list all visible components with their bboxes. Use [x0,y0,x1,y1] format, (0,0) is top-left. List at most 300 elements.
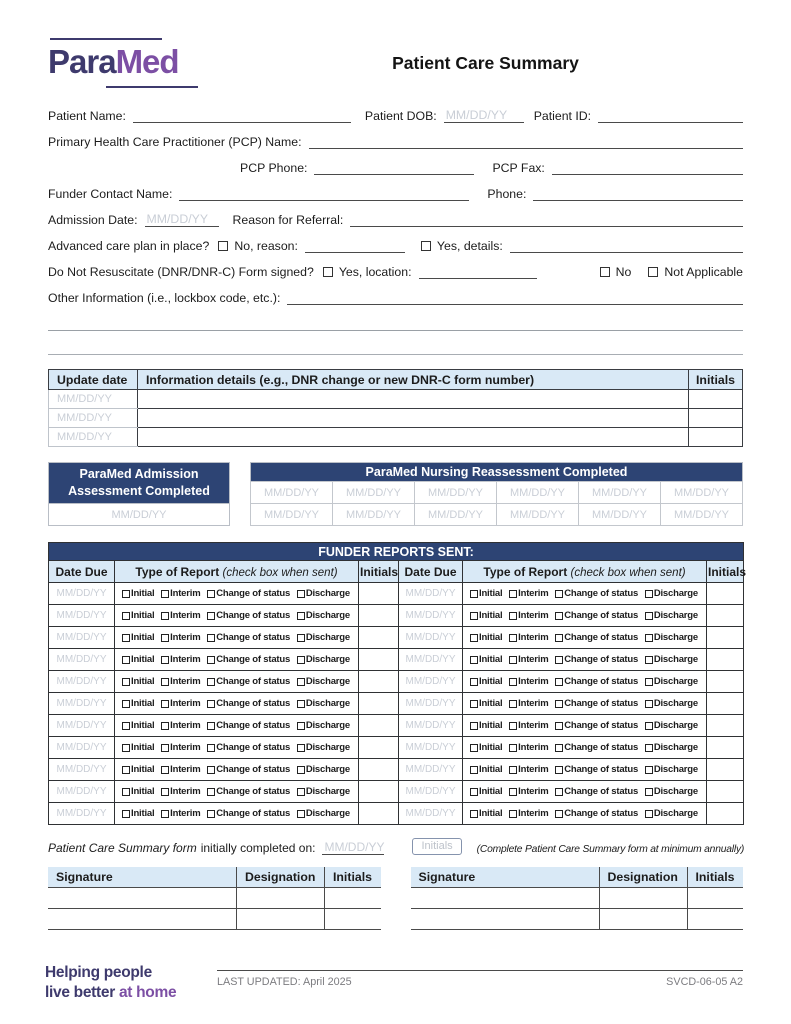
other-info-row [48,290,743,305]
report-checkbox[interactable] [555,810,563,818]
report-checkbox[interactable] [207,590,215,598]
update-details-cell[interactable] [138,390,689,409]
report-checkbox[interactable] [555,722,563,730]
funder-col-initials-right: Initials [707,561,744,583]
acp-question-label: Advanced care plan in place? [48,239,210,253]
report-checkbox[interactable] [555,590,563,598]
other-info-input[interactable] [287,290,743,305]
funder-date-due-cell[interactable]: MM/DD/YY [49,803,115,825]
funder-date-due-cell[interactable]: MM/DD/YY [49,605,115,627]
report-checkbox[interactable] [161,634,169,642]
designation-cell[interactable] [237,909,325,930]
funder-row [49,715,744,737]
report-checkbox-label: Discharge [305,786,350,797]
signature-row [411,909,744,930]
funder-row [49,583,744,605]
report-checkbox[interactable] [297,612,305,620]
report-checkbox-label: Initial [131,808,155,819]
report-checkbox[interactable] [470,788,478,796]
funder-date-due-cell[interactable]: MM/DD/YY [399,649,463,671]
report-checkbox[interactable] [555,788,563,796]
logo-top-rule [50,38,162,40]
brand-tagline: Helping people live better at home [45,964,177,1001]
report-checkbox[interactable] [509,810,517,818]
signature-row [48,909,381,930]
report-type-options [463,786,706,797]
report-checkbox-label: Discharge [305,764,350,775]
report-type-options [115,808,358,819]
report-checkbox-label: Change of status [564,720,639,731]
report-checkbox[interactable] [207,766,215,774]
funder-date-due-cell[interactable]: MM/DD/YY [49,671,115,693]
report-type-option [645,676,698,687]
funder-type-cell [463,759,707,781]
report-checkbox[interactable] [470,634,478,642]
report-type-options [463,698,706,709]
designation-cell[interactable] [237,888,325,909]
report-checkbox[interactable] [645,788,653,796]
funder-date-due-cell[interactable]: MM/DD/YY [399,693,463,715]
update-table-row [49,390,743,409]
report-checkbox[interactable] [555,634,563,642]
update-details-cell[interactable] [138,428,689,447]
report-checkbox[interactable] [509,788,517,796]
report-checkbox-label: Change of status [216,654,291,665]
funder-initials-cell[interactable] [707,649,744,671]
funder-initials-cell[interactable] [359,715,399,737]
report-checkbox[interactable] [207,634,215,642]
funder-initials-cell[interactable] [707,803,744,825]
update-details-cell[interactable] [138,409,689,428]
report-checkbox[interactable] [161,700,169,708]
funder-type-cell [463,715,707,737]
funder-initials-cell[interactable] [359,781,399,803]
funder-contact-label: Funder Contact Name: [48,187,173,201]
report-checkbox-label: Interim [518,632,549,643]
report-checkbox-label: Discharge [653,654,698,665]
funder-initials-cell[interactable] [707,759,744,781]
report-checkbox[interactable] [645,678,653,686]
report-checkbox[interactable] [207,656,215,664]
nursing-row [251,482,743,504]
report-checkbox-label: Interim [170,808,201,819]
report-type-options [115,676,358,687]
patient-id-label: Patient ID: [533,109,592,123]
nursing-date-cell[interactable]: MM/DD/YY [579,504,661,526]
funder-col-type-left: Type of Report (check box when sent) [115,561,359,583]
report-type-option [470,632,502,643]
report-checkbox[interactable] [555,612,563,620]
reason-referral-input[interactable] [350,212,743,227]
funder-contact-input[interactable] [179,186,469,201]
report-checkbox[interactable] [161,722,169,730]
report-type-option [207,632,290,643]
report-type-options [463,676,706,687]
dnr-no-checkbox[interactable] [600,267,610,277]
report-checkbox[interactable] [470,766,478,774]
phone-input[interactable] [533,186,743,201]
acp-no-checkbox[interactable] [218,241,228,251]
nursing-date-cell[interactable]: MM/DD/YY [333,482,415,504]
initials-cell[interactable] [687,888,743,909]
report-checkbox[interactable] [509,634,517,642]
update-table-row [49,428,743,447]
report-checkbox-label: Interim [170,786,201,797]
report-type-option [297,632,350,643]
funder-date-due-cell[interactable]: MM/DD/YY [399,627,463,649]
report-checkbox[interactable] [509,612,517,620]
report-checkbox-label: Change of status [564,742,639,753]
report-checkbox-label: Discharge [653,632,698,643]
report-checkbox[interactable] [122,766,130,774]
patient-dob-input[interactable]: MM/DD/YY [444,108,524,123]
report-checkbox[interactable] [297,810,305,818]
continuation-line-2[interactable] [48,354,743,355]
report-type-option [645,632,698,643]
advanced-care-plan-row [48,238,743,253]
funder-initials-cell[interactable] [707,781,744,803]
funder-type-cell [463,649,707,671]
signature-row [48,888,381,909]
report-checkbox[interactable] [555,656,563,664]
update-initials-cell[interactable] [689,390,743,409]
funder-date-due-cell[interactable]: MM/DD/YY [399,671,463,693]
update-date-cell[interactable]: MM/DD/YY [49,390,138,409]
report-checkbox-label: Discharge [305,808,350,819]
report-checkbox[interactable] [297,744,305,752]
report-checkbox[interactable] [509,590,517,598]
report-checkbox[interactable] [297,590,305,598]
funder-type-cell [115,781,359,803]
report-checkbox[interactable] [122,700,130,708]
admission-date-label: Admission Date: [48,213,138,227]
signature-table-body [48,888,381,930]
report-type-options [463,588,706,599]
report-checkbox[interactable] [207,788,215,796]
update-table-body [49,390,743,447]
nursing-date-cell[interactable]: MM/DD/YY [333,504,415,526]
funder-date-due-cell[interactable]: MM/DD/YY [49,583,115,605]
report-checkbox[interactable] [122,656,130,664]
report-checkbox[interactable] [122,744,130,752]
dnr-yes-checkbox[interactable] [323,267,333,277]
dnr-no-label: No [615,265,632,279]
nursing-date-cell[interactable]: MM/DD/YY [497,482,579,504]
pcp-phone-row [48,160,743,175]
report-checkbox[interactable] [509,744,517,752]
report-type-option [470,698,502,709]
report-checkbox[interactable] [470,590,478,598]
report-checkbox[interactable] [161,656,169,664]
report-type-option [555,808,638,819]
signature-row [411,888,744,909]
report-checkbox-label: Interim [170,654,201,665]
report-checkbox[interactable] [509,678,517,686]
report-checkbox-label: Initial [131,632,155,643]
report-checkbox[interactable] [470,722,478,730]
dnr-na-checkbox[interactable] [648,267,658,277]
funder-date-due-cell[interactable]: MM/DD/YY [49,649,115,671]
report-checkbox[interactable] [555,766,563,774]
report-checkbox[interactable] [161,612,169,620]
funder-initials-cell[interactable] [707,715,744,737]
funder-date-due-cell[interactable]: MM/DD/YY [399,583,463,605]
acp-no-reason-input[interactable] [305,238,405,253]
funder-type-cell [115,693,359,715]
patient-id-input[interactable] [598,108,743,123]
report-checkbox[interactable] [470,744,478,752]
report-type-option [470,786,502,797]
signature-cell[interactable] [48,909,237,930]
report-checkbox[interactable] [122,590,130,598]
funder-initials-cell[interactable] [707,693,744,715]
report-type-option [122,786,154,797]
designation-cell[interactable] [599,888,687,909]
funder-initials-cell[interactable] [359,649,399,671]
nursing-date-cell[interactable]: MM/DD/YY [251,482,333,504]
report-type-option [297,588,350,599]
report-type-options [463,720,706,731]
nursing-table-body [251,482,743,526]
funder-date-due-cell[interactable]: MM/DD/YY [399,715,463,737]
report-checkbox[interactable] [645,810,653,818]
report-checkbox-label: Initial [479,786,503,797]
funder-type-cell [463,803,707,825]
initials-cell[interactable] [325,909,381,930]
funder-date-due-cell[interactable]: MM/DD/YY [49,759,115,781]
funder-type-cell [115,627,359,649]
report-checkbox-label: Initial [131,786,155,797]
report-checkbox[interactable] [470,656,478,664]
funder-date-due-cell[interactable]: MM/DD/YY [399,781,463,803]
funder-initials-cell[interactable] [707,627,744,649]
report-checkbox[interactable] [161,810,169,818]
funder-date-due-cell[interactable]: MM/DD/YY [49,627,115,649]
funder-type-cell [115,737,359,759]
funder-type-cell [115,715,359,737]
funder-type-cell [463,737,707,759]
continuation-line-1[interactable] [48,330,743,331]
nursing-date-cell[interactable]: MM/DD/YY [579,482,661,504]
report-type-option [470,720,502,731]
funder-initials-cell[interactable] [707,671,744,693]
completion-initials-box[interactable]: Initials [412,838,461,855]
report-checkbox[interactable] [207,612,215,620]
report-checkbox[interactable] [297,700,305,708]
report-checkbox[interactable] [122,612,130,620]
nursing-date-cell[interactable]: MM/DD/YY [661,504,743,526]
funder-date-due-cell[interactable]: MM/DD/YY [399,759,463,781]
report-checkbox-label: Discharge [653,676,698,687]
report-checkbox[interactable] [161,744,169,752]
funder-date-due-cell[interactable]: MM/DD/YY [49,737,115,759]
report-type-option [555,676,638,687]
update-initials-cell[interactable] [689,409,743,428]
admission-date-input[interactable]: MM/DD/YY [145,212,219,227]
admission-assessment-table [48,462,230,526]
report-checkbox[interactable] [161,590,169,598]
signature-cell[interactable] [48,888,237,909]
report-checkbox-label: Initial [131,588,155,599]
report-checkbox-label: Interim [518,698,549,709]
funder-initials-cell[interactable] [707,605,744,627]
footer-meta [217,970,743,988]
initials-cell[interactable] [325,888,381,909]
report-checkbox[interactable] [645,744,653,752]
other-info-label: Other Information (i.e., lockbox code, etc.): [48,291,281,305]
update-initials-cell[interactable] [689,428,743,447]
report-type-option [509,786,548,797]
patient-name-input[interactable] [133,108,351,123]
report-checkbox-label: Change of status [564,808,639,819]
report-checkbox[interactable] [122,788,130,796]
completion-date-input[interactable]: MM/DD/YY [324,840,385,854]
report-checkbox-label: Discharge [653,720,698,731]
funder-initials-cell[interactable] [359,627,399,649]
report-checkbox[interactable] [645,612,653,620]
report-type-option [645,786,698,797]
report-type-option [161,742,200,753]
signature-cell[interactable] [411,909,600,930]
acp-yes-details-input[interactable] [510,238,743,253]
report-checkbox-label: Discharge [305,676,350,687]
nursing-date-cell[interactable]: MM/DD/YY [415,504,497,526]
funder-table-subheader [49,561,744,583]
report-checkbox[interactable] [297,678,305,686]
report-checkbox[interactable] [207,744,215,752]
report-checkbox[interactable] [297,788,305,796]
report-checkbox[interactable] [207,810,215,818]
report-checkbox-label: Initial [479,742,503,753]
report-checkbox[interactable] [645,590,653,598]
pcp-phone-input[interactable] [314,160,474,175]
report-checkbox[interactable] [161,766,169,774]
funder-date-due-cell[interactable]: MM/DD/YY [49,781,115,803]
report-type-option [509,720,548,731]
pcp-name-input[interactable] [309,134,743,149]
report-checkbox-label: Change of status [216,698,291,709]
funder-initials-cell[interactable] [359,671,399,693]
header [48,34,743,92]
report-checkbox-label: Discharge [653,698,698,709]
update-date-cell[interactable]: MM/DD/YY [49,428,138,447]
report-checkbox[interactable] [297,656,305,664]
nursing-date-cell[interactable]: MM/DD/YY [497,504,579,526]
report-checkbox[interactable] [122,722,130,730]
report-checkbox[interactable] [297,722,305,730]
report-checkbox[interactable] [555,678,563,686]
funder-initials-cell[interactable] [707,737,744,759]
report-checkbox[interactable] [297,766,305,774]
nursing-date-cell[interactable]: MM/DD/YY [251,504,333,526]
dnr-question-label: Do Not Resuscitate (DNR/DNR-C) Form signed? [48,265,314,279]
report-type-option [161,632,200,643]
report-type-option [645,610,698,621]
funder-initials-cell[interactable] [359,803,399,825]
funder-initials-cell[interactable] [359,583,399,605]
report-checkbox-label: Interim [518,764,549,775]
signature-cell[interactable] [411,888,600,909]
report-checkbox[interactable] [161,678,169,686]
report-type-option [555,786,638,797]
report-checkbox-label: Change of status [216,742,291,753]
admission-date-cell[interactable]: MM/DD/YY [49,504,230,526]
report-checkbox[interactable] [122,678,130,686]
report-checkbox[interactable] [645,722,653,730]
report-checkbox[interactable] [555,700,563,708]
report-checkbox[interactable] [297,634,305,642]
funder-initials-cell[interactable] [359,605,399,627]
funder-date-due-cell[interactable]: MM/DD/YY [49,693,115,715]
pcp-fax-input[interactable] [552,160,743,175]
report-checkbox[interactable] [470,700,478,708]
designation-cell[interactable] [599,909,687,930]
report-checkbox-label: Initial [131,720,155,731]
report-type-option [470,588,502,599]
funder-date-due-cell[interactable]: MM/DD/YY [399,737,463,759]
report-checkbox-label: Discharge [305,742,350,753]
admission-table-header: ParaMed Admission Assessment Completed [49,463,230,504]
acp-yes-checkbox[interactable] [421,241,431,251]
report-type-options [115,588,358,599]
last-updated-text: LAST UPDATED: April 2025 [217,976,352,989]
report-type-option [207,654,290,665]
report-type-option [509,698,548,709]
funder-date-due-cell[interactable]: MM/DD/YY [399,605,463,627]
report-checkbox[interactable] [509,766,517,774]
funder-col-initials-left: Initials [359,561,399,583]
report-checkbox[interactable] [645,766,653,774]
nursing-date-cell[interactable]: MM/DD/YY [415,482,497,504]
report-checkbox[interactable] [645,700,653,708]
funder-initials-cell[interactable] [359,759,399,781]
report-checkbox[interactable] [207,700,215,708]
initials-cell[interactable] [687,909,743,930]
update-date-cell[interactable]: MM/DD/YY [49,409,138,428]
dnr-yes-location-input[interactable] [419,264,537,279]
report-checkbox[interactable] [207,722,215,730]
report-checkbox-label: Interim [170,764,201,775]
funder-date-due-cell[interactable]: MM/DD/YY [399,803,463,825]
funder-initials-cell[interactable] [359,693,399,715]
report-type-option [161,654,200,665]
admission-date-row [48,212,743,227]
report-checkbox[interactable] [161,788,169,796]
report-checkbox[interactable] [122,634,130,642]
report-checkbox[interactable] [555,744,563,752]
report-checkbox[interactable] [470,678,478,686]
report-type-option [470,610,502,621]
report-type-options [463,764,706,775]
report-checkbox[interactable] [122,810,130,818]
report-checkbox[interactable] [509,656,517,664]
report-checkbox[interactable] [470,810,478,818]
report-checkbox[interactable] [470,612,478,620]
report-checkbox[interactable] [645,634,653,642]
funder-initials-cell[interactable] [359,737,399,759]
report-checkbox[interactable] [645,656,653,664]
funder-initials-cell[interactable] [707,583,744,605]
report-type-option [161,588,200,599]
report-type-option [509,632,548,643]
nursing-date-cell[interactable]: MM/DD/YY [661,482,743,504]
report-checkbox-label: Change of status [216,786,291,797]
funder-col-date-due-left: Date Due [49,561,115,583]
report-checkbox[interactable] [207,678,215,686]
report-checkbox[interactable] [509,722,517,730]
funder-date-due-cell[interactable]: MM/DD/YY [49,715,115,737]
report-checkbox[interactable] [509,700,517,708]
